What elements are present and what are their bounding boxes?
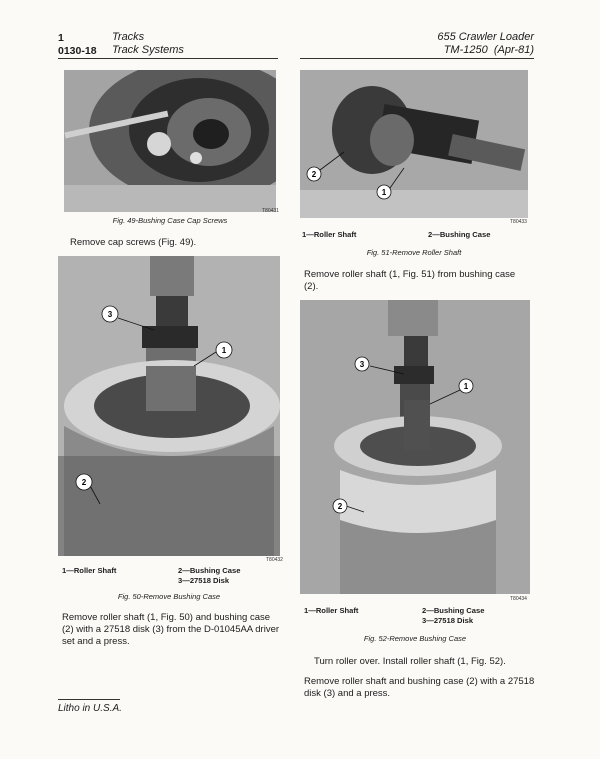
fig51-callout-2: 2	[311, 170, 317, 179]
manual-id	[444, 44, 534, 56]
fig50-callout-3: 3	[107, 310, 113, 319]
manual-date: (Apr-81)	[493, 44, 534, 56]
fig52-code: T80434	[510, 596, 527, 602]
subsection-title: Track Systems	[112, 44, 184, 56]
step-remove-roller-shaft-52: Remove roller shaft and bushing case (2) with a 27518 disk (3) and a press.	[304, 676, 535, 699]
fig50-legend-2: 2—Bushing Case	[178, 566, 241, 575]
footer-rule	[58, 699, 120, 700]
fig51-legend-2: 2—Bushing Case	[428, 230, 491, 239]
fig50-legend-3: 3—27518 Disk	[178, 576, 230, 585]
page-number: 1	[58, 32, 64, 44]
fig51-callout-1: 1	[381, 188, 387, 197]
fig51-legend-1: 1—Roller Shaft	[302, 230, 357, 239]
step-remove-roller-shaft-51: Remove roller shaft (1, Fig. 51) from bushing case (2).	[304, 269, 516, 292]
fig50-legend-1: 1—Roller Shaft	[62, 566, 117, 575]
fig50-code: T80432	[266, 557, 283, 563]
header-rule-right	[300, 58, 534, 59]
step-remove-cap-screws: Remove cap screws (Fig. 49).	[70, 237, 197, 248]
fig49-caption: Fig. 49-Bushing Case Cap Screws	[112, 216, 228, 225]
fig52-callout-3: 3	[359, 360, 365, 369]
fig51-code: T80433	[510, 219, 527, 225]
fig50-caption: Fig. 50-Remove Bushing Case	[117, 592, 221, 601]
fig52-callout-1: 1	[463, 382, 469, 391]
fig52-caption: Fig. 52-Remove Bushing Case	[363, 634, 467, 643]
fig52-legend-3: 3—27518 Disk	[422, 616, 474, 625]
fig50-callout-2: 2	[81, 478, 87, 487]
fig52-legend-1: 1—Roller Shaft	[304, 606, 359, 615]
fig49-code: T80431	[262, 208, 279, 214]
fig52-legend-2: 2—Bushing Case	[422, 606, 485, 615]
step-turn-roller: Turn roller over. Install roller shaft (1, Fig. 52).	[314, 656, 506, 667]
fig50-callout-1: 1	[221, 346, 227, 355]
model-name: 655 Crawler Loader	[437, 31, 534, 43]
fig52-callout-2: 2	[337, 502, 343, 511]
fig52-photo	[300, 300, 530, 594]
section-code: 0130-18	[58, 45, 97, 57]
step-remove-roller-shaft-50: Remove roller shaft (1, Fig. 50) and bushing case (2) with a 27518 disk (3) from the D-01045AA driver set and a press.	[62, 612, 280, 647]
fig51-caption: Fig. 51-Remove Roller Shaft	[366, 248, 462, 257]
header-rule-left	[58, 58, 278, 59]
fig50-photo	[58, 256, 280, 556]
footer-litho: Litho in U.S.A.	[58, 703, 122, 714]
fig51-photo	[300, 70, 528, 218]
fig49-photo	[64, 70, 276, 212]
section-title: Tracks	[112, 31, 145, 43]
manual-number: TM-1250	[443, 44, 488, 56]
